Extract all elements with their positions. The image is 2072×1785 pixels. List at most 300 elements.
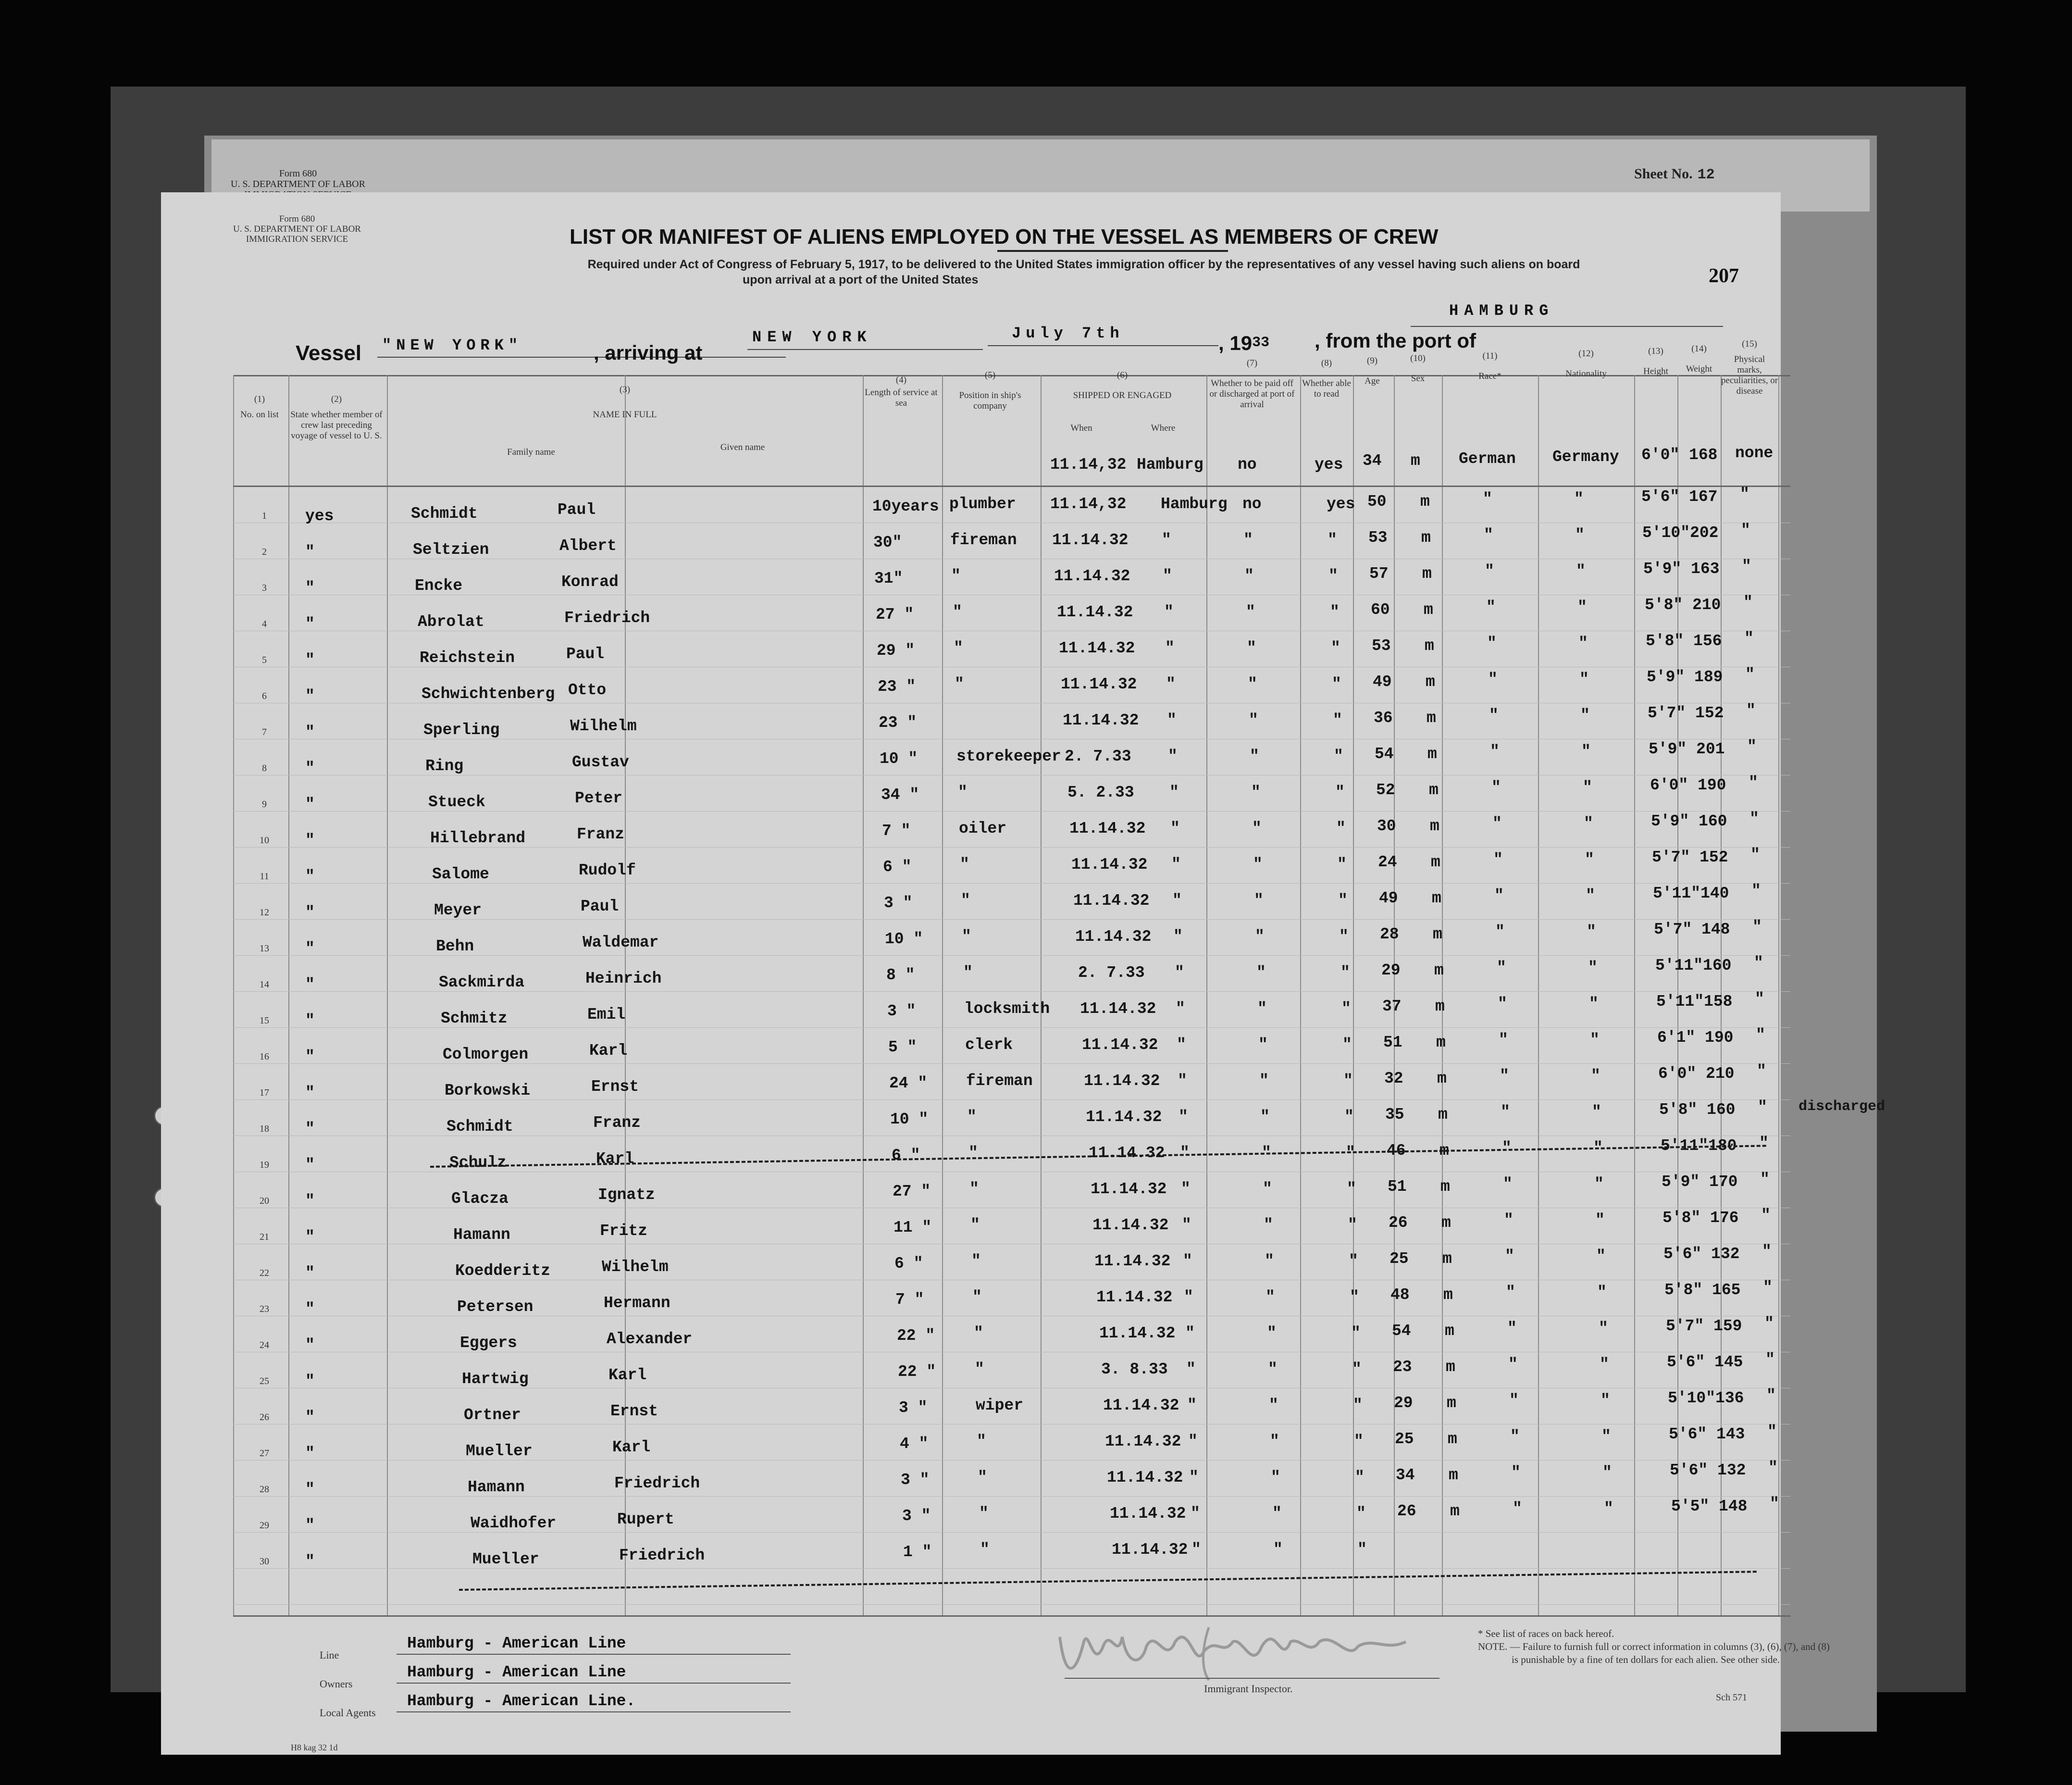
departure-port: HAMBURG [1449,302,1554,320]
paid-off-cell: no [1242,495,1262,513]
row-rule [233,991,1790,992]
col10-header [1394,353,1442,384]
paid-off-cell: " [1265,1252,1274,1270]
row-rule [233,1568,1790,1569]
physical-marks-cell: " [1752,918,1762,936]
given-name-cell: Friedrich [619,1547,705,1564]
sex-cell: m [1427,709,1436,727]
row-rule [233,1063,1790,1064]
shipped-where-cell: " [1181,1180,1191,1198]
physical-marks-cell: " [1750,846,1760,864]
shipped-when-cell: 11.14.32 [1063,712,1139,729]
service-cell: 6 " [894,1255,923,1273]
service-cell: 6 " [892,1147,920,1164]
shipped-where-cell: " [1183,1252,1192,1270]
physical-marks-cell: " [1749,774,1758,792]
row-number: 26 [260,1412,269,1423]
paid-off-cell: " [1267,1324,1277,1342]
physical-marks-cell: " [1770,1495,1779,1513]
sex-cell: m [1433,925,1442,943]
given-name-cell: Franz [577,825,625,843]
age-cell: 23 [1393,1358,1412,1376]
race-cell: " [1498,995,1507,1013]
sex-cell: m [1443,1286,1453,1304]
family-name-cell: Reichstein [420,649,515,667]
family-name-cell: Borkowski [445,1082,531,1099]
col-label: State whether member of crew last preceding voyage of vessel to U. S. [290,410,383,441]
column-rule [1394,375,1395,1615]
row-number: 14 [260,979,269,990]
form-line: IMMIGRATION SERVICE [246,234,348,244]
height-weight-cell: 5'7" 148 [1654,921,1730,938]
last-voyage-cell: " [305,1012,315,1030]
family-name-cell: Hamann [468,1478,525,1496]
paid-off-cell: " [1254,892,1264,910]
row-rule [233,1099,1790,1100]
from-label: , from the port of [1315,329,1476,352]
position-cell: clerk [965,1036,1013,1054]
position-cell: " [975,1361,984,1378]
col-label: Length of service at sea [865,387,938,408]
nationality-cell: " [1602,1464,1612,1482]
sheet-number-value: 12 [1697,167,1715,183]
last-voyage-cell: " [305,1264,315,1282]
height-weight-cell: 5'10"136 [1668,1389,1744,1407]
form-line: U. S. DEPARTMENT OF LABOR [233,224,361,234]
race-cell: " [1484,526,1493,544]
family-name-cell: Waidhofer [471,1514,557,1532]
able-to-read-cell: " [1343,1072,1353,1090]
last-voyage-cell: " [305,796,315,813]
service-cell: 8 " [886,966,915,984]
age-cell: 26 [1389,1214,1408,1232]
column-rule [1442,375,1443,1615]
row-number: 19 [260,1160,269,1170]
age-cell: 50 [1367,493,1387,511]
shipped-when-cell: 11.14.32 [1092,1216,1169,1234]
position-cell: " [974,1324,983,1342]
column-rule [1538,375,1539,1615]
service-cell: 34 " [881,786,919,804]
paid-off-cell: " [1246,603,1255,621]
row-number: 8 [262,763,267,774]
able-to-read-cell: " [1332,675,1341,693]
sex-cell: m [1422,565,1432,583]
able-to-read-cell: " [1355,1469,1365,1486]
column-rule [1353,375,1354,1615]
sex-cell: m [1439,1142,1449,1160]
nationality-cell: " [1594,1175,1604,1193]
top-row-nationality: Germany [1552,448,1619,466]
sex-cell: m [1441,1214,1451,1232]
last-voyage-cell: " [305,1517,315,1535]
nationality-cell: " [1592,1103,1601,1121]
physical-marks-cell: " [1744,630,1754,648]
family-name-cell: Meyer [434,901,482,919]
agents-label: Local Agents [320,1707,376,1719]
able-to-read-cell: " [1338,892,1348,910]
row-number: 28 [260,1484,269,1495]
title-rule [997,250,1228,252]
last-voyage-cell: " [305,1228,315,1246]
col-number: (5) [984,370,996,380]
height-weight-cell: 5'6" 132 [1670,1461,1746,1479]
position-cell: " [968,1144,978,1162]
paid-off-cell: " [1264,1216,1273,1234]
paid-off-cell: " [1266,1288,1275,1306]
service-cell: 10 " [880,750,918,768]
height-weight-cell: 5'11"160 [1655,957,1732,974]
given-name-cell: Otto [568,681,607,699]
last-voyage-cell: " [305,1373,315,1390]
age-cell: 28 [1380,925,1399,943]
race-cell: " [1488,671,1498,688]
column-rule [1041,375,1042,1615]
given-name-cell: Karl [596,1150,634,1168]
age-cell: 49 [1373,673,1392,691]
given-name-cell: Hermann [604,1294,670,1312]
col5-header [942,370,1038,412]
shipped-where-cell: " [1191,1541,1201,1559]
last-voyage-cell: " [305,651,315,669]
column-rule [387,375,388,1615]
height-weight-cell: 5'11"180 [1661,1137,1737,1155]
note-races: * See list of races on back hereof. [1478,1628,1614,1639]
nationality-cell: " [1600,1356,1609,1373]
top-row-race: German [1459,450,1516,468]
last-voyage-cell: " [305,832,315,849]
row-rule [233,1604,1790,1605]
position-cell: " [977,1433,986,1450]
family-name-cell: Sperling [423,721,500,739]
last-voyage-cell: " [305,1481,315,1498]
col-number: (8) [1321,358,1332,368]
physical-marks-cell: " [1762,1243,1772,1261]
position-cell: storekeeper [956,748,1061,765]
last-voyage-cell: " [305,1445,315,1462]
nationality-cell: " [1576,562,1586,580]
age-cell: 53 [1368,529,1388,547]
nationality-cell: " [1574,490,1584,508]
paid-off-cell: " [1256,964,1266,982]
shipped-when-cell: 11.14.32 [1099,1324,1176,1342]
col8-header [1300,358,1353,399]
able-to-read-cell: yes [1327,495,1355,513]
sex-cell: m [1447,1394,1456,1412]
height-weight-cell: 5'9" 160 [1651,812,1727,830]
shipped-when-cell: 11.14.32 [1112,1541,1188,1559]
able-to-read-cell: " [1344,1108,1354,1126]
col-number: (4) [895,375,907,385]
shipped-when-cell: 11.14.32 [1089,1144,1165,1162]
age-cell: 26 [1397,1502,1416,1520]
paid-off-cell: " [1270,1433,1279,1450]
row-number: 6 [262,691,267,701]
service-cell: 22 " [897,1327,935,1345]
able-to-read-cell: " [1354,1433,1364,1450]
race-cell: " [1507,1320,1517,1337]
paid-off-cell: " [1268,1361,1278,1378]
service-cell: 10 " [890,1111,929,1128]
nationality-cell: " [1591,1067,1601,1085]
sex-cell: m [1450,1502,1460,1520]
shipped-where-cell: " [1172,892,1182,910]
given-name-cell: Konrad [561,573,619,591]
shipped-where-cell: " [1189,1469,1199,1486]
service-cell: 30" [873,534,902,551]
shipped-when-cell: 11.14.32 [1105,1433,1181,1450]
col2-header [288,394,385,441]
race-cell: " [1490,743,1500,761]
paid-off-cell: " [1272,1505,1282,1523]
row-number: 4 [262,619,267,629]
nationality-cell: " [1597,1284,1607,1301]
family-name-cell: Mueller [472,1550,539,1568]
nationality-cell: " [1595,1211,1605,1229]
shipped-where-cell: Hamburg [1161,495,1228,513]
paid-off-cell: " [1250,748,1259,765]
sex-cell: m [1429,781,1439,799]
owners-label: Owners [320,1678,353,1690]
sheet-number [1634,166,1715,183]
shipped-where-cell: " [1188,1433,1198,1450]
column-rule [1778,375,1779,1615]
subtitle-line2: upon arrival at a port of the United States [743,273,979,287]
arriving-line [747,349,983,350]
race-cell: " [1483,490,1492,508]
row-number: 1 [262,511,267,521]
height-weight-cell: 5'6" 132 [1663,1245,1740,1263]
shipped-when-cell: 2. 7.33 [1078,964,1145,982]
remarks-cell: discharged [1799,1098,1886,1115]
sex-cell: m [1420,493,1430,511]
shipped-when-cell: 5. 2.33 [1067,784,1134,801]
family-name-cell: Koedderitz [455,1262,551,1280]
arrival-date: July 7th [1012,325,1124,342]
family-name-cell: Schmidt [447,1118,513,1136]
able-to-read-cell: " [1347,1180,1356,1198]
col-number: (6) [1117,370,1128,380]
race-cell: " [1499,1031,1508,1049]
able-to-read-cell: " [1333,712,1342,729]
nationality-cell: " [1588,959,1598,977]
top-row-paid: no [1238,456,1257,474]
sex-cell: m [1436,1034,1446,1051]
shipped-when-cell: 11.14.32 [1091,1180,1167,1198]
row-rule [233,883,1790,884]
race-cell: " [1497,959,1506,977]
nationality-cell: " [1601,1392,1610,1410]
height-weight-cell: 5'9" 163 [1643,560,1720,578]
family-name-cell: Glacza [451,1190,509,1208]
shipped-when-cell: 11.14.32 [1103,1397,1179,1414]
given-name-cell: Karl [612,1438,651,1456]
row-rule [233,919,1790,920]
col6-header [1041,370,1204,401]
service-cell: 31" [874,570,903,587]
row-rule [233,847,1790,848]
last-voyage-cell: " [305,1192,315,1210]
col14-header [1677,344,1721,374]
given-name-cell: Karl [608,1366,647,1384]
column-rule [1634,375,1635,1615]
paid-off-cell: " [1243,531,1253,549]
service-cell: 29 " [877,642,915,660]
sex-cell: m [1434,961,1444,979]
height-weight-cell: 6'1" 190 [1657,1029,1734,1047]
row-number: 17 [260,1087,269,1098]
family-name-cell: Hillebrand [430,829,526,847]
height-weight-cell: 5'8" 160 [1659,1101,1736,1119]
race-cell: " [1511,1464,1521,1482]
top-row-read: yes [1315,456,1343,474]
able-to-read-cell: " [1353,1397,1363,1414]
position-cell: " [961,892,970,910]
last-voyage-cell: " [305,543,315,561]
shipped-where-cell: " [1168,748,1178,765]
shipped-when-cell: 11.14.32 [1086,1108,1162,1126]
nationality-cell: " [1604,1500,1613,1518]
column-rule [288,375,289,1615]
last-voyage-cell: " [305,1084,315,1102]
sex-cell: m [1442,1250,1452,1268]
last-voyage-cell: " [305,868,315,886]
position-cell: " [953,603,962,621]
col11-header [1442,351,1538,382]
physical-marks-cell: " [1743,594,1753,612]
footer-notes [1478,1627,1830,1666]
race-cell: " [1487,635,1497,652]
col7-header [1206,358,1298,410]
nationality-cell: " [1580,707,1590,724]
shipped-when-cell: 11.14.32 [1057,603,1133,621]
race-cell: " [1501,1103,1510,1121]
schedule-number: Sch 571 [1716,1692,1747,1703]
family-name-cell: Sackmirda [439,974,525,991]
note-fine-cont: is punishable by a fine of ten dollars for each alien. See other side. [1512,1654,1780,1665]
row-number: 23 [260,1304,269,1314]
given-name-cell: Paul [581,898,619,915]
paid-off-cell: " [1262,1144,1271,1162]
service-cell: 22 " [898,1363,936,1381]
given-name-cell: Karl [589,1042,628,1060]
footer-rule [233,1615,1790,1617]
age-cell: 36 [1374,709,1393,727]
height-weight-cell: 5'10"202 [1642,524,1719,542]
position-cell: " [979,1505,989,1523]
service-cell: 10years [872,498,939,515]
shipped-where-cell: " [1162,531,1171,549]
shipped-where-cell: " [1165,639,1175,657]
age-cell: 51 [1383,1034,1402,1051]
shipped-where-cell: " [1167,712,1177,729]
nationality-cell: " [1579,671,1589,688]
given-name-cell: Emil [587,1006,626,1024]
height-weight-cell: 5'8" 210 [1645,596,1721,614]
nationality-cell: " [1593,1139,1603,1157]
physical-marks-cell: " [1757,1062,1766,1080]
service-cell: 7 " [895,1291,924,1309]
given-name-cell: Wilhelm [602,1258,669,1276]
row-number: 12 [260,907,269,918]
last-voyage-cell: " [305,1553,315,1571]
paid-off-cell: " [1249,712,1258,729]
year-prefix: , 19 [1218,332,1253,354]
col-label: SHIPPED OR ENGAGED [1073,390,1172,400]
nationality-cell: " [1585,851,1594,869]
age-cell: 54 [1392,1322,1411,1340]
sex-cell: m [1424,601,1433,619]
form-line: Form 680 [279,214,315,224]
column-rule [863,375,864,1615]
sex-cell: m [1426,673,1435,691]
height-weight-cell: 5'6" 145 [1667,1353,1743,1371]
physical-marks-cell: " [1766,1387,1776,1405]
col9-header [1353,356,1391,387]
physical-marks-cell: " [1758,1098,1767,1116]
page-title: LIST OR MANIFEST OF ALIENS EMPLOYED ON THE VESSEL AS MEMBERS OF CREW [570,225,1439,249]
service-cell: 3 " [887,1002,916,1020]
shipped-where-cell: " [1170,820,1180,837]
age-cell: 25 [1390,1250,1409,1268]
able-to-read-cell: " [1349,1252,1358,1270]
row-number: 24 [260,1340,269,1350]
sex-cell: m [1449,1466,1458,1484]
race-cell: " [1509,1392,1519,1410]
age-cell: 52 [1376,781,1395,799]
col-number: (2) [331,394,342,404]
col15-header [1721,339,1778,397]
vessel-name: "NEW YORK" [382,337,523,354]
page-number: 207 [1709,265,1739,287]
family-name-cell: Abrolat [418,613,484,631]
last-voyage-cell: " [305,724,315,741]
physical-marks-cell: " [1755,990,1764,1008]
age-cell: 37 [1382,998,1402,1015]
paid-off-cell: " [1271,1469,1280,1486]
line-rule [397,1654,791,1655]
col-label: Age [1365,376,1380,386]
back-form-line: U. S. DEPARTMENT OF LABOR [231,179,365,189]
age-cell: 29 [1381,961,1401,979]
col6-where: Where [1151,423,1176,433]
shipped-where-cell: " [1191,1505,1200,1523]
shipped-where-cell: " [1185,1324,1195,1342]
race-cell: " [1510,1428,1520,1446]
service-cell: 23 " [879,714,917,732]
physical-marks-cell: " [1740,486,1749,503]
sex-cell: m [1440,1178,1450,1196]
able-to-read-cell: " [1337,856,1347,874]
race-cell: " [1495,923,1505,941]
shipped-when-cell: 11.14.32 [1084,1072,1160,1090]
given-name-cell: Alexander [607,1330,693,1348]
shipped-when-cell: 11.14.32 [1075,928,1152,946]
age-cell: 25 [1395,1430,1414,1448]
position-cell: " [958,784,968,801]
service-cell: 24 " [889,1074,928,1092]
col13-header [1634,346,1677,377]
age-cell: 53 [1372,637,1391,655]
shipped-where-cell: " [1178,1072,1187,1090]
height-weight-cell: 5'8" 176 [1663,1209,1739,1227]
print-code: H8 kag 32 1d [291,1743,338,1752]
able-to-read-cell: " [1331,639,1340,657]
paid-off-cell: " [1273,1541,1283,1559]
column-rule [233,375,234,1615]
last-voyage-cell: yes [305,507,334,525]
nationality-cell: " [1581,743,1591,761]
